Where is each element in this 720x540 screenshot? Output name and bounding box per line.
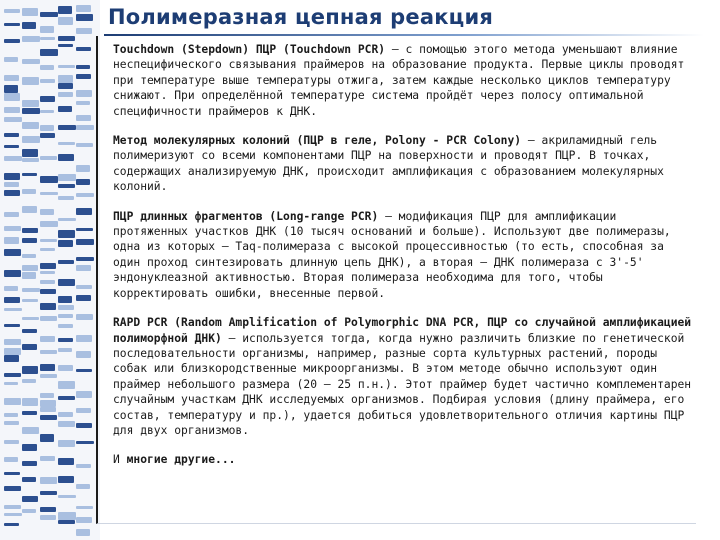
gel-band <box>22 272 36 279</box>
term-rapd: RAPD PCR (Random Amplification of Polymorphic DNA PCR, ПЦР со случайной амплификацией полиморфной ДНК) <box>113 316 692 345</box>
gel-band <box>40 37 55 40</box>
gel-band <box>4 117 22 122</box>
gel-band <box>4 57 18 62</box>
gel-band <box>58 240 73 247</box>
gel-band <box>76 208 92 215</box>
gel-band <box>4 382 18 385</box>
gel-band <box>40 125 54 131</box>
gel-band <box>76 115 91 121</box>
gel-band <box>22 288 40 292</box>
gel-band <box>4 348 21 355</box>
gel-band <box>40 434 54 442</box>
gel-band <box>4 133 19 137</box>
gel-band <box>40 12 58 17</box>
gel-band <box>58 279 75 286</box>
gel-band <box>40 280 55 284</box>
term-polony: Метод молекулярных колоний (ПЦР в геле, Polony - PCR Colony) <box>113 134 522 148</box>
gel-band <box>4 156 22 161</box>
gel-band <box>40 133 55 138</box>
content-area <box>96 36 696 524</box>
gel-band <box>22 329 37 333</box>
gel-band <box>4 249 21 256</box>
gel-band <box>40 239 57 242</box>
gel-band <box>58 6 72 14</box>
gel-band <box>4 421 19 425</box>
gel-band <box>76 165 90 172</box>
gel-band <box>76 14 93 21</box>
gel-band <box>22 398 38 406</box>
gel-band <box>58 75 73 83</box>
gel-band <box>76 391 92 398</box>
gel-band <box>22 344 37 350</box>
gel-band <box>40 393 54 398</box>
gel-band <box>4 440 19 444</box>
gel-band <box>4 107 20 113</box>
gel-band <box>58 314 73 318</box>
gel-band <box>22 228 38 233</box>
gel-band <box>58 348 72 352</box>
gel-band <box>58 174 76 181</box>
text-touchdown: — с помощью этого метода уменьшают влияние неспецифического связывания праймеров на образование продукта. Первые циклы проводят при температуре выше температуры отжига, затем каждые несколько циклов температуру снижают. При определённой температуре система пройдёт через полосу оптимальной специфичности праймеров к ДНК. <box>113 43 685 118</box>
gel-band <box>22 427 39 434</box>
gel-band <box>22 366 38 374</box>
gel-band <box>40 110 54 113</box>
gel-band <box>76 464 91 468</box>
gel-band <box>40 192 58 195</box>
gel-band <box>76 285 92 289</box>
paragraph-rapd <box>113 315 696 438</box>
gel-band <box>40 336 55 342</box>
gel-band <box>22 509 36 513</box>
gel-band <box>4 286 18 291</box>
gel-band <box>22 477 36 482</box>
gel-band <box>40 289 56 294</box>
gel-band <box>4 339 21 345</box>
gel-band <box>76 257 94 261</box>
closing-prefix: И <box>113 453 127 467</box>
gel-band <box>76 47 91 51</box>
gel-band <box>22 206 37 213</box>
gel-band <box>22 299 38 302</box>
gel-band <box>22 100 39 107</box>
gel-band <box>76 239 94 245</box>
text-polony: — акриламидный гель полимеризуют со всеми компонентами ПЦР на поверхности и проводят ПЦР. В точках, содержащих анализируемую ДНК, происходит амплификация с образованием молекулярных колоний. <box>113 134 664 194</box>
gel-band <box>22 36 40 42</box>
gel-band <box>4 173 20 180</box>
closing-bold: многие другие... <box>126 453 236 467</box>
term-touchdown: Touchdown (Stepdown) ПЦР (Touchdown PCR) <box>113 43 386 56</box>
gel-band <box>4 182 19 187</box>
gel-band <box>4 145 19 148</box>
paragraph-long-range <box>113 209 696 301</box>
gel-band <box>22 108 40 114</box>
gel-band <box>40 156 57 160</box>
gel-band <box>76 265 91 271</box>
gel-band <box>4 523 19 526</box>
gel-band <box>22 496 38 502</box>
gel-band <box>4 212 19 217</box>
gel-band <box>22 173 37 176</box>
gel-band <box>76 74 91 79</box>
gel-band <box>76 423 92 428</box>
gel-band <box>58 396 75 400</box>
title-bar <box>96 0 493 34</box>
gel-band <box>22 149 38 157</box>
gel-band <box>58 260 74 264</box>
gel-band <box>58 365 73 371</box>
gel-band <box>76 506 93 509</box>
paragraph-touchdown <box>113 42 696 119</box>
gel-band <box>58 230 75 238</box>
gel-band <box>22 379 36 383</box>
gel-band <box>76 314 93 320</box>
gel-band <box>58 125 76 130</box>
gel-band <box>76 369 92 372</box>
gel-band <box>76 179 90 185</box>
term-long-range: ПЦР длинных фрагментов (Long-range PCR) <box>113 209 379 223</box>
gel-band <box>4 190 20 196</box>
gel-band <box>4 486 21 491</box>
gel-band <box>22 59 40 64</box>
gel-band <box>58 142 75 145</box>
gel-band <box>4 513 22 516</box>
gel-band <box>4 9 20 13</box>
gel-band <box>76 484 90 489</box>
gel-band <box>40 271 55 274</box>
gel-band <box>58 440 75 447</box>
gel-band <box>76 101 90 105</box>
gel-band <box>76 5 91 12</box>
gel-band <box>58 218 76 221</box>
gel-band <box>58 305 74 310</box>
paragraph-polony <box>113 133 696 195</box>
gel-band <box>58 17 73 25</box>
gel-band <box>4 324 20 327</box>
gel-band <box>58 184 75 188</box>
gel-band <box>58 83 73 89</box>
gel-band <box>22 317 39 320</box>
gel-band <box>58 412 73 417</box>
gel-band <box>76 90 92 97</box>
gel-band <box>76 125 94 130</box>
gel-band <box>58 296 72 303</box>
gel-band <box>58 324 73 328</box>
gel-band <box>4 237 19 244</box>
gel-band <box>40 303 56 310</box>
gel-band <box>58 512 76 520</box>
gel-band <box>22 444 37 451</box>
gel-band <box>76 529 90 536</box>
gel-band <box>40 507 56 512</box>
gel-band <box>4 355 19 362</box>
gel-band <box>40 221 58 227</box>
gel-band <box>58 92 73 97</box>
gel-band <box>40 316 57 321</box>
gel-band <box>4 93 20 101</box>
gel-band <box>76 408 91 413</box>
text-long-range: — модификация ПЦР для амплификации протяженных участков ДНК (10 тысяч оснований и больше). Используют две полимеразы, одна из которых — Taq-полимераза с высокой процессивностью (то есть, способная за один проход синтезировать длинную цепь ДНК), а вторая — ДНК полимераза с 3'-5' эндонуклеазной активностью. Вторая полимераза необходима для того, чтобы корректировать ошибки, внесенные первой. <box>113 209 671 300</box>
gel-band <box>76 335 92 342</box>
gel-band <box>4 472 20 475</box>
dna-gel-decoration <box>0 0 100 540</box>
gel-band <box>40 350 57 354</box>
gel-band <box>40 477 57 484</box>
gel-band <box>4 85 18 93</box>
closing-line <box>113 452 696 467</box>
gel-band <box>58 520 75 524</box>
gel-band <box>4 297 20 303</box>
gel-band <box>76 65 90 69</box>
gel-band <box>76 517 92 523</box>
gel-band <box>58 476 74 483</box>
gel-band <box>22 411 37 415</box>
gel-band <box>76 441 94 444</box>
gel-band <box>22 254 36 258</box>
gel-band <box>4 505 21 509</box>
gel-band <box>40 176 58 183</box>
gel-band <box>40 26 54 33</box>
gel-band <box>40 79 55 83</box>
gel-band <box>4 23 20 26</box>
gel-band <box>22 8 38 16</box>
gel-band <box>22 461 37 466</box>
gel-band <box>22 238 37 243</box>
gel-band <box>4 457 18 462</box>
gel-band <box>4 373 21 377</box>
gel-band <box>40 456 55 461</box>
gel-band <box>58 381 75 389</box>
gel-band <box>22 265 38 271</box>
gel-band <box>40 415 57 420</box>
gel-band <box>58 495 76 498</box>
gel-band <box>40 400 56 407</box>
gel-band <box>40 49 58 56</box>
gel-band <box>58 338 73 342</box>
gel-band <box>58 106 72 112</box>
gel-band <box>4 75 19 81</box>
gel-band <box>4 270 21 277</box>
gel-band <box>40 407 56 412</box>
slide-title: Полимеразная цепная реакция <box>108 5 494 29</box>
gel-band <box>40 263 56 269</box>
text-rapd: — используется тогда, когда нужно различить близкие по генетической последовательности организмы, например, разные сорта культурных растений, породы собак или близкородственные микроорганизмы. В этом методе обычно используют один праймер небольшого размера (20 — 25 п.н.). Этот праймер будет частично комплементарен случайным участкам ДНК исследуемых организмов. Подбирая условия (длину праймера, его состав, температуру и пр.), удается добиться удовлетворительного отличия картины ПЦР для двух организмов. <box>113 331 692 437</box>
gel-band <box>4 226 21 231</box>
gel-band <box>58 65 75 68</box>
gel-band <box>58 44 73 47</box>
gel-band <box>22 122 39 129</box>
gel-band <box>22 158 39 162</box>
gel-band <box>40 248 55 251</box>
gel-band <box>4 39 20 43</box>
gel-band <box>58 154 74 161</box>
gel-band <box>22 189 36 194</box>
gel-band <box>4 308 22 311</box>
gel-band <box>40 374 57 378</box>
gel-band <box>22 22 36 29</box>
gel-band <box>40 364 55 371</box>
gel-band <box>76 228 93 231</box>
gel-band <box>4 413 18 417</box>
gel-band <box>58 421 75 427</box>
gel-band <box>58 196 74 200</box>
gel-band <box>40 209 54 215</box>
gel-band <box>76 28 92 34</box>
gel-band <box>58 458 74 465</box>
gel-band <box>76 295 91 301</box>
gel-band <box>76 351 91 358</box>
gel-band <box>22 77 39 85</box>
gel-band <box>76 193 94 197</box>
gel-band <box>40 96 55 102</box>
gel-band <box>40 491 57 495</box>
gel-band <box>22 136 40 143</box>
gel-band <box>76 143 93 147</box>
gel-band <box>40 515 56 520</box>
gel-band <box>4 398 21 405</box>
gel-band <box>40 65 54 70</box>
gel-band <box>58 36 75 41</box>
